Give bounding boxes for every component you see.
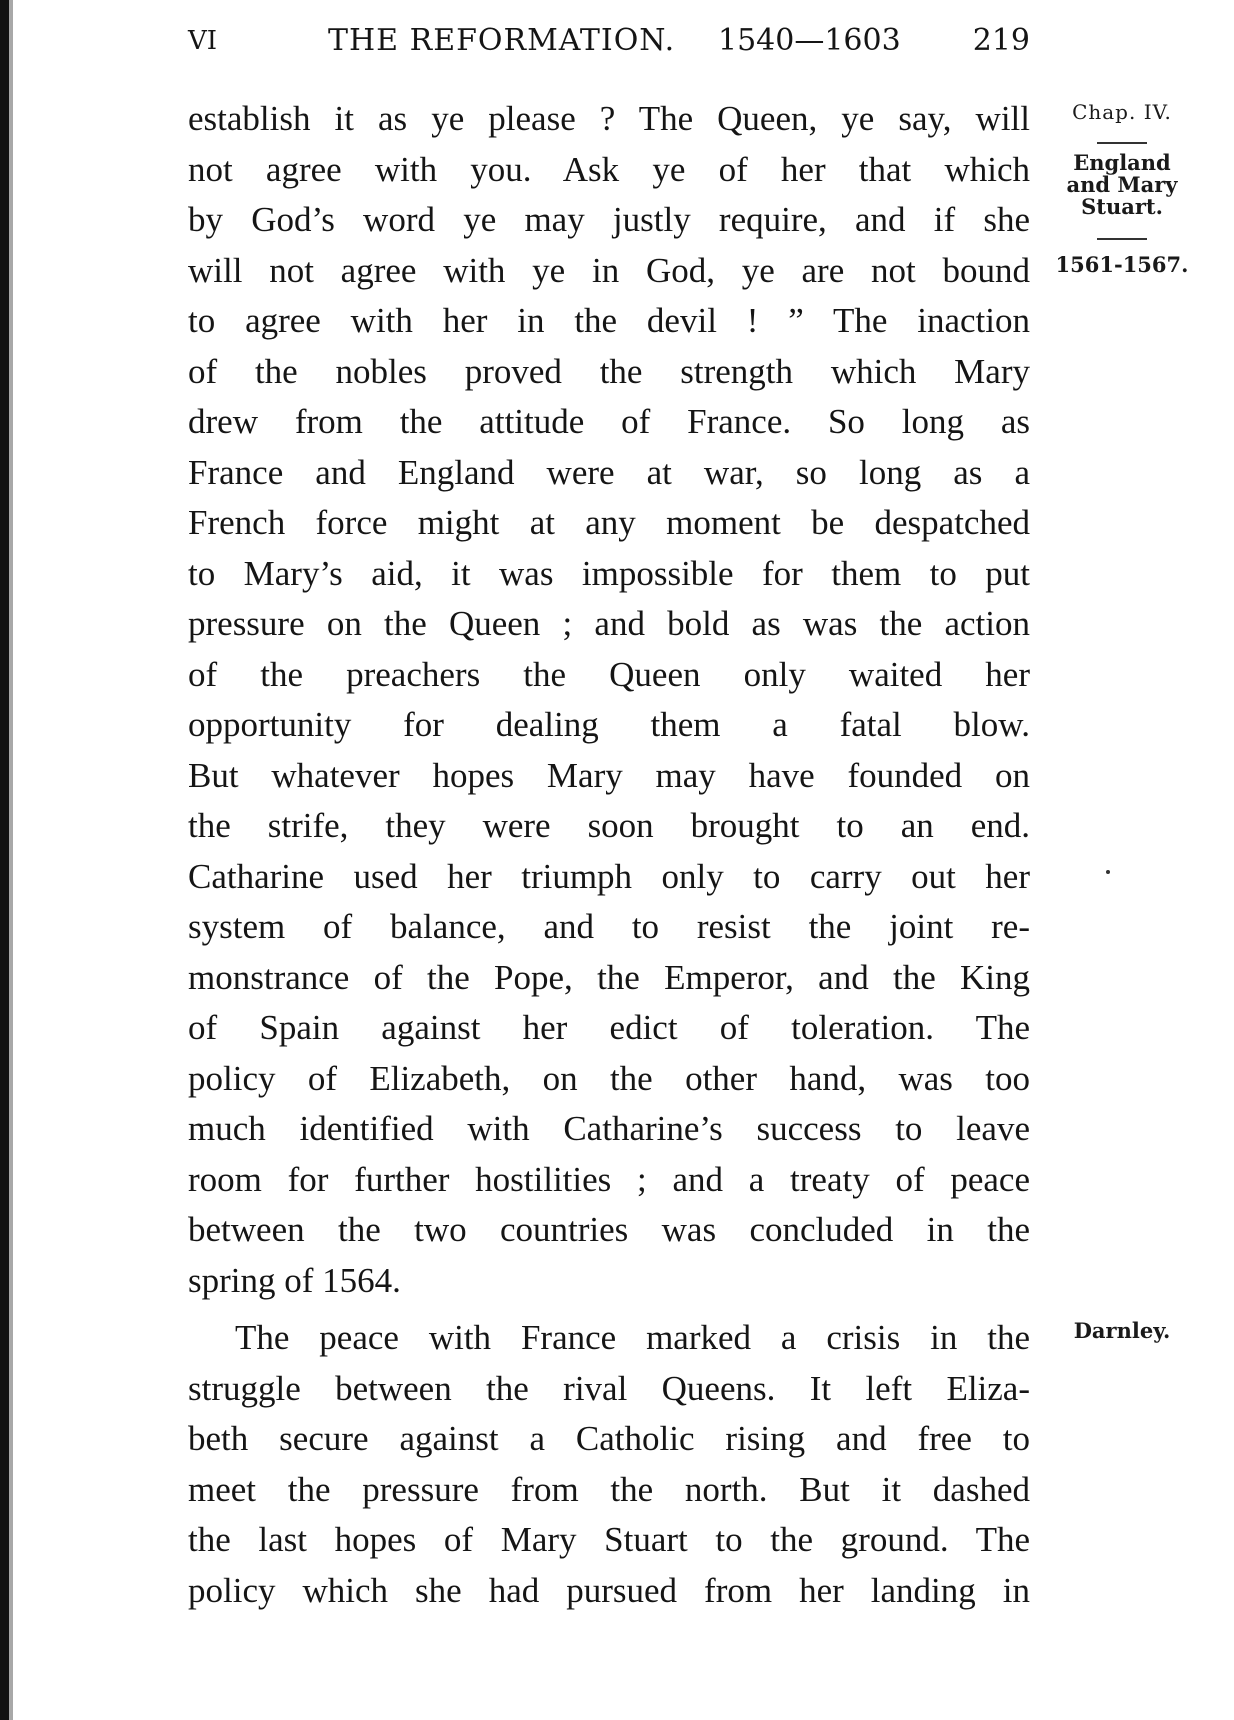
sidenote-rule [1097,238,1147,240]
text-line: not agree with you. Ask ye of her that which [188,149,1030,189]
text-line: spring of 1564. [188,1260,401,1300]
text-line: The peace with France marked a crisis in the [235,1318,1030,1357]
text-line: of the preachers the Queen only waited her [188,654,1030,694]
sidenote-topic-line: Stuart. [1081,194,1163,219]
sidenote-rule [1097,142,1147,144]
text-line: will not agree with ye in God, ye are not bound [188,250,1030,290]
running-head-dates: 1540—1603 [718,23,901,58]
ink-speck [1106,870,1110,874]
text-line: by God’s word ye may justly require, and if she [188,200,1030,239]
text-line: drew from the attitude of France. So long as [188,402,1030,441]
text-line: system of balance, and to resist the joint re- [188,907,1030,946]
binding-edge [0,0,9,1720]
text-line: pressure on the Queen ; and bold as was the action [188,604,1030,643]
page-number: 219 [972,23,1030,58]
text-line: struggle between the rival Queens. It left Eliza- [188,1368,1030,1408]
text-line: But whatever hopes Mary may have founded on [188,755,1030,795]
sidenote-topic [1048,152,1196,218]
body-text [188,94,1030,1616]
sidenote-topic-line: and Mary [1066,172,1178,197]
text-line: policy which she had pursued from her landing in [188,1570,1030,1610]
text-line: the strife, they were soon brought to an end. [188,806,1030,845]
text-line: of the nobles proved the strength which Mary [188,351,1030,391]
text-line: of Spain against her edict of toleration. The [188,1008,1030,1047]
text-line: beth secure against a Catholic rising and free to [188,1419,1030,1458]
text-line: France and England were at war, so long as a [188,452,1030,492]
text-line: to Mary’s aid, it was impossible for them to put [188,553,1030,593]
paragraph-gap [188,1306,1030,1313]
text-line: Catharine used her triumph only to carry out her [188,856,1030,896]
sidenote-darnley: Darnley. [1073,1318,1171,1343]
text-line: between the two countries was concluded in the [188,1210,1030,1249]
text-line: establish it as ye please ? The Queen, ye say, will [188,99,1030,138]
running-head-title: THE REFORMATION. [328,23,676,58]
sidenote-chapter: Chap. IV. [1072,100,1172,124]
sidenote-topic-line: England [1073,150,1171,175]
text-line: much identified with Catharine’s success to leave [188,1109,1030,1148]
text-line: room for further hostilities ; and a treaty of peace [188,1159,1030,1199]
text-line: to agree with her in the devil ! ” The inaction [188,301,1030,340]
text-line: French force might at any moment be despatched [188,503,1030,542]
running-head [188,20,1030,62]
text-line: monstrance of the Pope, the Emperor, and the King [188,957,1030,997]
running-head-chapter: VI [188,26,218,56]
paragraph-2 [188,1313,1030,1616]
text-line: policy of Elizabeth, on the other hand, was too [188,1058,1030,1098]
sidenote-date-range: 1561-1567. [1055,252,1189,277]
binding-shadow [9,0,13,1720]
paragraph-1 [188,94,1030,1306]
text-line: the last hopes of Mary Stuart to the ground. The [188,1520,1030,1559]
text-line: opportunity for dealing them a fatal blow. [188,705,1030,744]
text-line: meet the pressure from the north. But it dashed [188,1469,1030,1509]
